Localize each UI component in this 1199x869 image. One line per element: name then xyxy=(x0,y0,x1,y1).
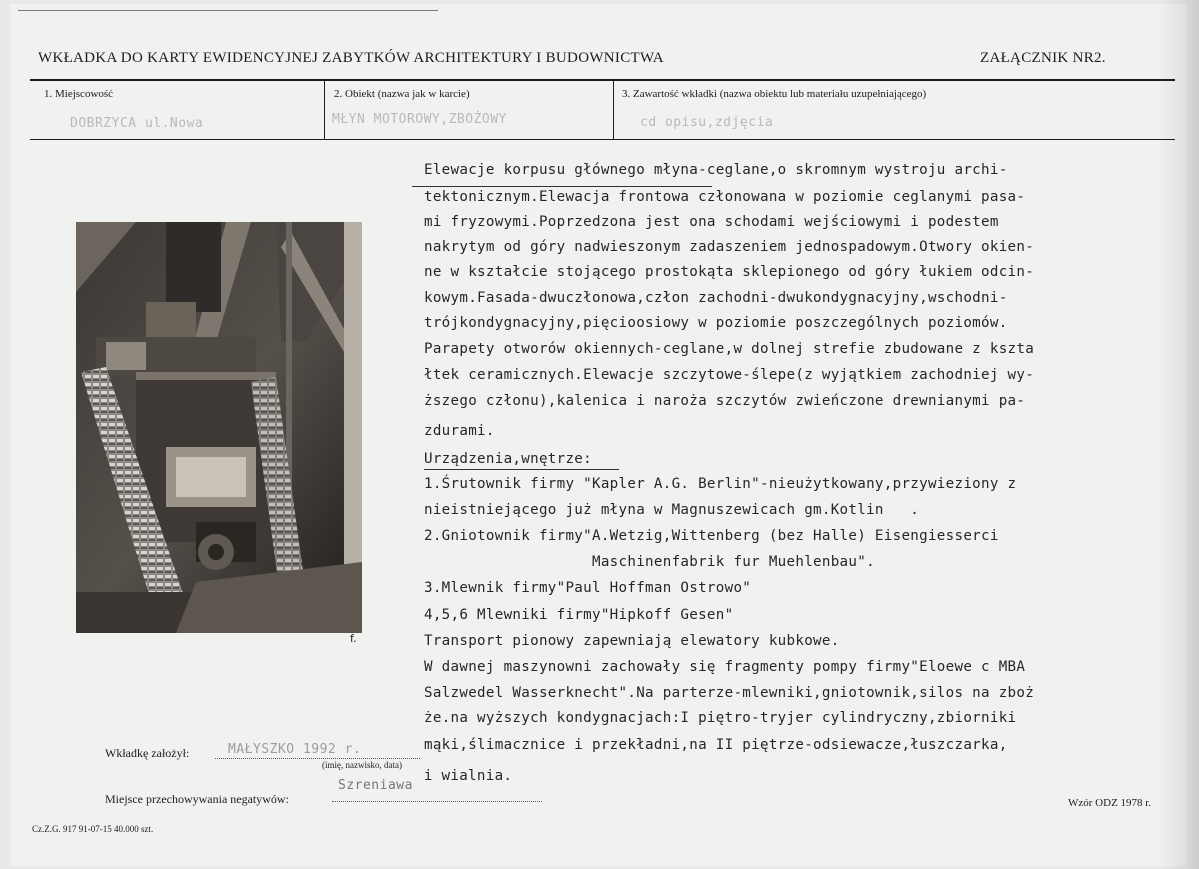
print-info: Cz.Z.G. 917 91-07-15 40.000 szt. xyxy=(32,824,154,834)
equipment-line: nieistniejącego już młyna w Magnuszewicach gm.Kotlin . xyxy=(424,502,920,518)
equipment-line: Maschinenfabrik fur Muehlenbau". xyxy=(424,554,875,570)
photo-mill-machine-icon xyxy=(76,222,362,633)
document-title: WKŁADKA DO KARTY EWIDENCYJNEJ ZABYTKÓW ARCHITEKTURY I BUDOWNICTWA xyxy=(38,50,664,66)
equipment-line: 3.Mlewnik firmy"Paul Hoffman Ostrowo" xyxy=(424,580,752,596)
field-divider-1 xyxy=(324,81,325,139)
description-line: nakrytym od góry nadwieszonym zadaszeniem jednospadowym.Otwory okien- xyxy=(424,239,1035,255)
field-label-content: 3. Zawartość wkładki (nazwa obiektu lub materiału uzupełniającego) xyxy=(622,88,927,100)
negatives-dotline xyxy=(332,801,542,802)
description-line: łtek ceramicznych.Elewacje szczytowe-ślepe(z wyjątkiem zachodniej wy- xyxy=(424,367,1035,383)
prepared-by-label: Wkładkę założył: xyxy=(105,746,190,760)
attachment-number: ZAŁĄCZNIK NR2. xyxy=(980,50,1106,66)
equipment-line: 1.Śrutownik firmy "Kapler A.G. Berlin"-nieużytkowany,przywieziony z xyxy=(424,476,1017,492)
prepared-by-hint: (imię, nazwisko, data) xyxy=(322,760,402,770)
equipment-heading-underline xyxy=(424,469,619,470)
header-rule-top xyxy=(30,79,1175,81)
description-line: Parapety otworów okiennych-ceglane,w dolnej strefie zbudowane z kszta xyxy=(424,341,1035,357)
equipment-line: Salzwedel Wasserknecht".Na parterze-mlewniki,gniotownik,silos na zboż xyxy=(424,685,1035,701)
equipment-heading: Urządzenia,wnętrze: xyxy=(424,451,592,467)
photo-mark: f. xyxy=(350,632,357,645)
equipment-line: i wialnia. xyxy=(415,768,513,784)
form-model: Wzór ODZ 1978 r. xyxy=(1068,797,1152,809)
equipment-line: Transport pionowy zapewniają elewatory kubkowe. xyxy=(424,633,840,649)
top-scan-line xyxy=(18,10,438,11)
equipment-line: że.na wyższych kondygnacjach:I piętro-tryjer cylindryczny,zbiorniki xyxy=(424,710,1017,726)
description-line: trójkondygnacyjny,pięcioosiowy w poziomie poszczególnych poziomów. xyxy=(424,315,1008,331)
scan-edge-shadow xyxy=(1157,0,1199,869)
header-rule-bottom xyxy=(30,139,1175,140)
field-label-object: 2. Obiekt (nazwa jak w karcie) xyxy=(334,88,470,100)
negatives-label: Miejsce przechowywania negatywów: xyxy=(105,792,289,806)
field-value-content: cd opisu,zdjęcia xyxy=(640,115,774,130)
prepared-by-dotline xyxy=(215,758,420,759)
equipment-line: 4,5,6 Mlewniki firmy"Hipkoff Gesen" xyxy=(424,607,734,623)
description-line: zdurami. xyxy=(424,423,495,439)
negatives-value: Szreniawa xyxy=(338,778,413,793)
description-line: ne w kształcie stojącego prostokąta sklepionego od góry łukiem odcin- xyxy=(424,264,1035,280)
description-line: Elewacje korpusu głównego młyna-ceglane,o skromnym wystroju archi- xyxy=(424,162,1008,178)
field-divider-2 xyxy=(613,81,614,139)
description-line: mi fryzowymi.Poprzedzona jest ona schodami wejściowymi i podestem xyxy=(424,214,999,230)
heading-underline xyxy=(412,186,712,187)
description-line: ższego członu),kalenica i naroża szczytów zwieńczone drewnianymi pa- xyxy=(424,393,1026,409)
description-line: kowym.Fasada-dwuczłonowa,człon zachodni-dwukondygnacyjny,wschodni- xyxy=(424,290,1008,306)
prepared-by-value: MAŁYSZKO 1992 r. xyxy=(228,742,362,757)
mill-machine-photo xyxy=(76,222,362,633)
equipment-line: W dawnej maszynowni zachowały się fragmenty pompy firmy"Eloewe c MBA xyxy=(424,659,1026,675)
equipment-line: mąki,ślimacznice i przekładni,na II piętrze-odsiewacze,łuszczarka, xyxy=(424,737,1008,753)
field-value-object: MŁYN MOTOROWY,ZBOŻOWY xyxy=(332,112,507,127)
description-line: tektonicznym.Elewacja frontowa członowana w poziomie ceglanymi pasa- xyxy=(424,189,1026,205)
field-label-locality: 1. Miejscowość xyxy=(44,88,114,100)
equipment-line: 2.Gniotownik firmy"A.Wetzig,Wittenberg (bez Halle) Eisengiesserci xyxy=(424,528,999,544)
field-value-locality: DOBRZYCA ul.Nowa xyxy=(70,116,204,131)
